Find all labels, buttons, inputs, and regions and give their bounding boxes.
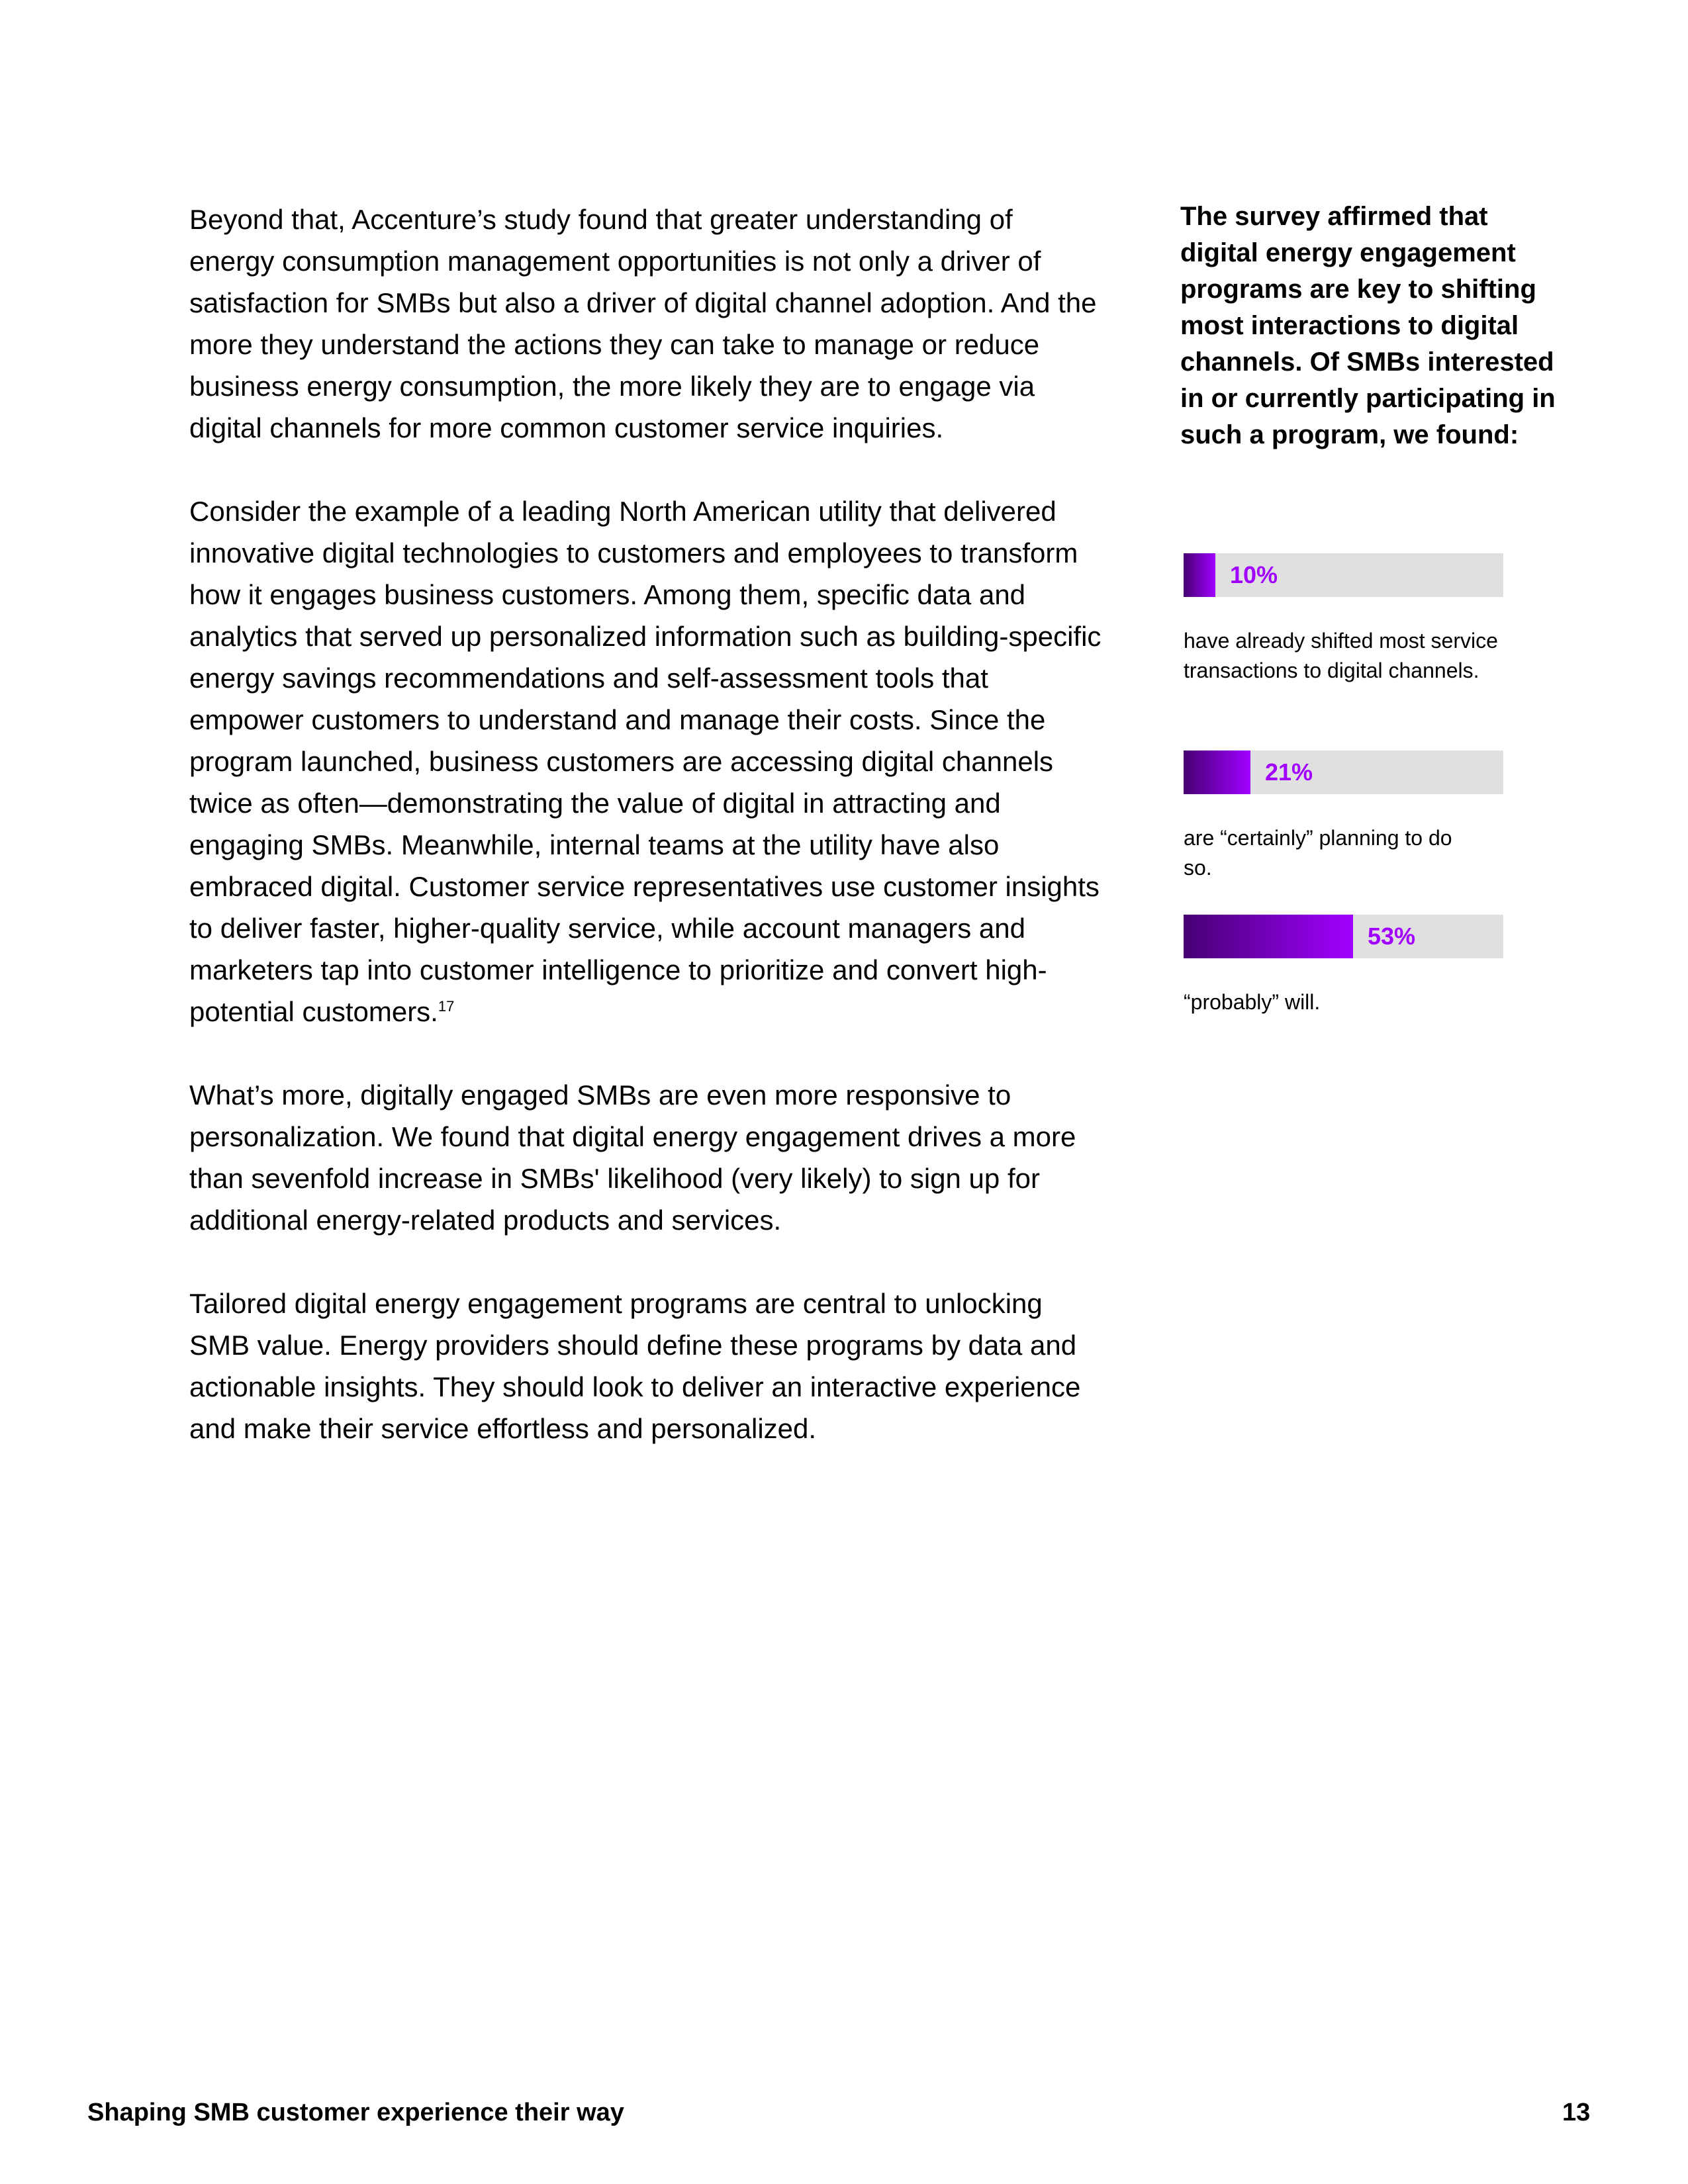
- paragraph-intro: Beyond that, Accenture’s study found that greater understanding of energy consumption management opportunities is not only a driver of satisfaction for SMBs but also a driver of digital channel adoption. And the more they understand the actions they can take to manage or reduce business energy consumption, the more likely they are to engage via digital channels for more common customer service inquiries.: [189, 204, 1097, 443]
- bar-value-label: 53%: [1368, 923, 1416, 950]
- bar-value-label: 21%: [1265, 758, 1313, 786]
- bar-track: [1184, 553, 1503, 597]
- paragraph-personalization: What’s more, digitally engaged SMBs are even more responsive to personalization. We found that digital energy engagement drives a more than sevenfold increase in SMBs' likelihood (very likely) to sign up for additional energy-related products and services.: [189, 1079, 1076, 1236]
- bar-category-label: have already shifted most service transactions to digital channels.: [1184, 629, 1498, 682]
- footnote-reference[interactable]: 17: [438, 998, 455, 1015]
- footer-title: Shaping SMB customer experience their way: [87, 2099, 624, 2126]
- paragraph-conclusion: Tailored digital energy engagement programs are central to unlocking SMB value. Energy providers should define these programs by data and actionable insights. They should look to deliver an interactive experience and make their service effortless and personalized.: [189, 1288, 1081, 1444]
- bar-fill: [1184, 553, 1215, 597]
- paragraph-example: [189, 490, 1103, 1032]
- bar-value-label: 10%: [1230, 561, 1278, 588]
- bar-fill: [1184, 751, 1250, 794]
- stat-item: [1184, 553, 1503, 686]
- bar-track: [1184, 751, 1503, 794]
- sidebar: [1180, 199, 1564, 453]
- paragraph-example-text: Consider the example of a leading North American utility that delivered innovative digital technologies to customers and employees to transform how it engages business customers. Among them, specific data and analytics that served up personalized information such as building-specific energy savings recommendations and self-assessment tools that empower customers to understand and manage their costs. Since the program launched, business customers are accessing digital channels twice as often—demonstrating the value of digital in attracting and engaging SMBs. Meanwhile, internal teams at the utility have also embraced digital. Customer service representatives use customer insights to deliver faster, higher-quality service, while account managers and marketers tap into customer intelligence to prioritize and convert high-potential customers.: [189, 496, 1102, 1027]
- bar-fill: [1184, 915, 1353, 958]
- bar-track: [1184, 915, 1503, 958]
- bar-category-label: are “certainly” planning to do so.: [1184, 826, 1452, 880]
- sidebar-heading: The survey affirmed that digital energy engagement programs are key to shifting most interactions to digital channels. Of SMBs interested in or currently participating in such a program, we found:: [1180, 202, 1556, 449]
- page-number: 13: [1562, 2099, 1591, 2126]
- stat-item: [1184, 751, 1503, 883]
- bar-category-label: “probably” will.: [1184, 990, 1321, 1014]
- main-body: [189, 199, 1103, 1491]
- stat-item: [1184, 915, 1503, 1017]
